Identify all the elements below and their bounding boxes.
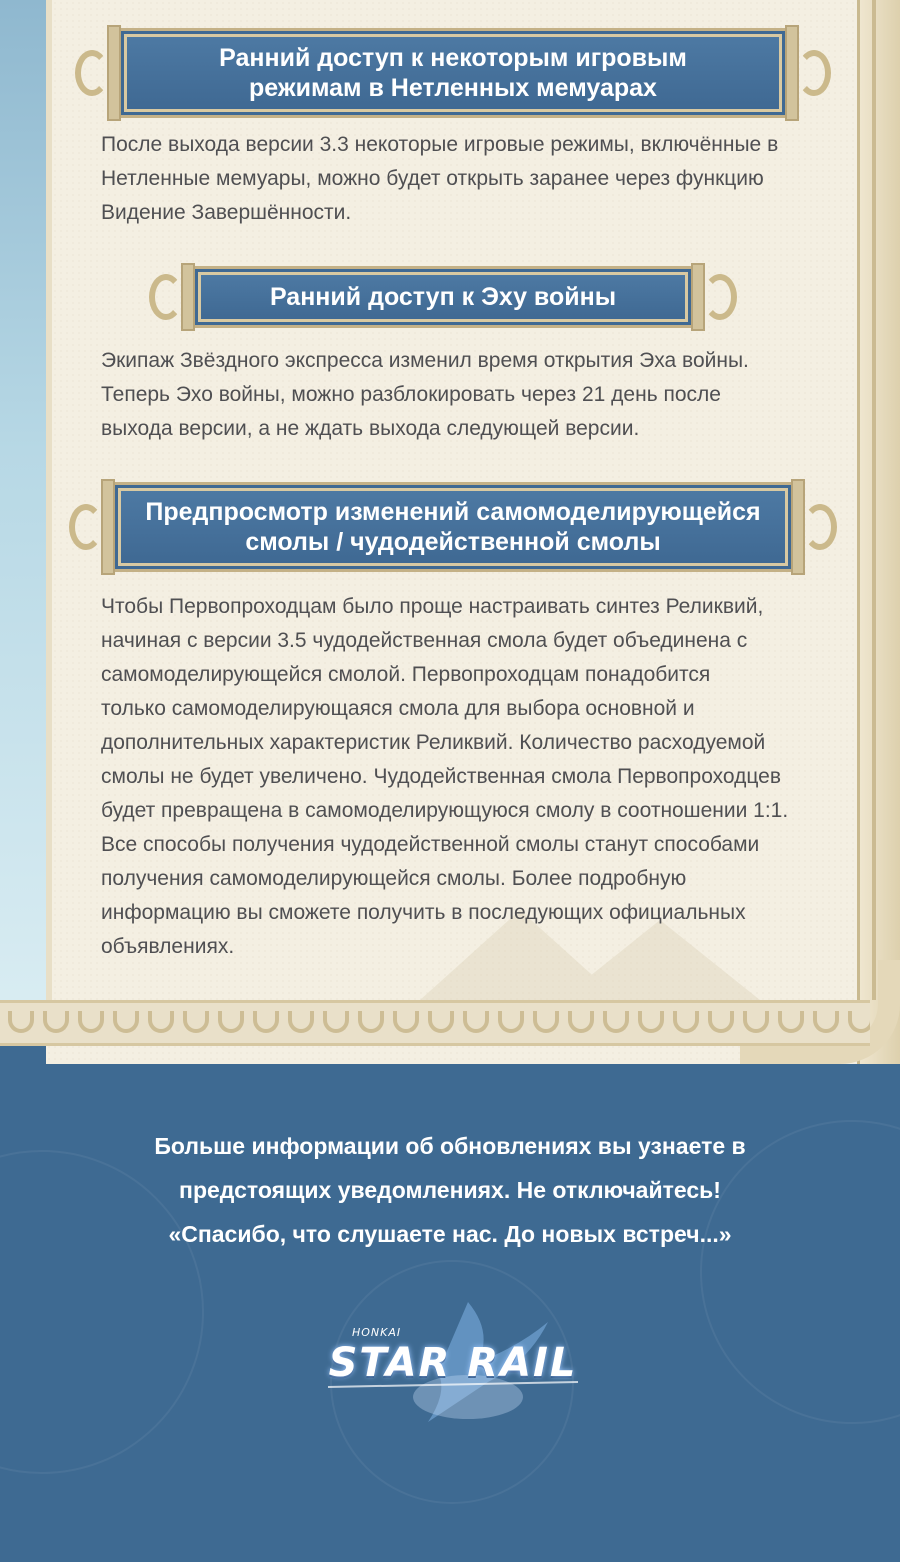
- section-title-line: Предпросмотр изменений самомоделирующейся: [145, 498, 761, 526]
- section-title-line: смолы / чудодейственной смолы: [245, 528, 661, 556]
- wave-ornament-icon: [288, 1011, 314, 1033]
- ornament-band: [0, 1000, 870, 1046]
- section-title-banner-1: [124, 34, 782, 112]
- body-line: Чтобы Первопроходцам было проще настраивать синтез Реликвий,: [101, 595, 764, 618]
- body-line: смолы не будет увеличено. Чудодейственная смола Первопроходцев: [101, 765, 782, 788]
- wave-ornament-icon: [393, 1011, 419, 1033]
- body-line: самомоделирующейся смолой. Первопроходцам понадобится: [101, 663, 711, 686]
- wave-ornament-icon: [743, 1011, 769, 1033]
- section-body-3: [101, 590, 831, 964]
- wave-ornament-icon: [603, 1011, 629, 1033]
- wave-ornament-icon: [253, 1011, 279, 1033]
- wave-ornament-icon: [568, 1011, 594, 1033]
- body-line: информацию вы сможете получить в последующих официальных: [101, 901, 746, 924]
- footer-message: [0, 1124, 900, 1256]
- scroll-hook-left-icon: [69, 504, 103, 550]
- section-title-line: Ранний доступ к Эху войны: [269, 283, 617, 311]
- logo-wordmark: STAR RAIL: [328, 1340, 578, 1386]
- scroll-hook-right-icon: [803, 504, 837, 550]
- body-line: После выхода версии 3.3 некоторые игровые режимы, включённые в: [101, 133, 779, 156]
- wave-ornament-icon: [8, 1011, 34, 1033]
- wave-ornament-icon: [498, 1011, 524, 1033]
- body-line: Все способы получения чудодейственной смолы станут способами: [101, 833, 760, 856]
- wave-ornament-icon: [183, 1011, 209, 1033]
- section-title-2: [270, 282, 616, 312]
- section-title-banner-3: [118, 488, 788, 566]
- sky-strip: [0, 0, 52, 1000]
- body-line: Экипаж Звёздного экспресса изменил время открытия Эха войны.: [101, 349, 749, 372]
- wave-ornament-icon: [673, 1011, 699, 1033]
- scroll-hook-left-icon: [149, 274, 183, 320]
- star-rail-logo: [318, 1292, 588, 1442]
- wave-ornament-icon: [148, 1011, 174, 1033]
- banner-cap-left: [101, 479, 115, 575]
- section-body-1: [101, 128, 831, 230]
- footer-line: Больше информации об обновлениях вы узнаете в: [154, 1133, 746, 1159]
- scroll-hook-left-icon: [75, 50, 109, 96]
- wave-ornament-icon: [78, 1011, 104, 1033]
- wave-ornament-icon: [113, 1011, 139, 1033]
- body-line: дополнительных характеристик Реликвий. Количество расходуемой: [101, 731, 766, 754]
- wave-ornament-icon: [638, 1011, 664, 1033]
- body-line: Теперь Эхо войны, можно разблокировать через 21 день после: [101, 383, 721, 406]
- body-line: будет превращена в самомоделирующуюся смолу в соотношении 1:1.: [101, 799, 789, 822]
- section-title-line: режимам в Нетленных мемуарах: [249, 74, 657, 102]
- paper-edge: [46, 0, 52, 1000]
- footer-line: «Спасибо, что слушаете нас. До новых встреч...»: [168, 1221, 732, 1247]
- wave-ornament-icon: [463, 1011, 489, 1033]
- right-frame: [857, 0, 900, 1064]
- wave-ornament-icon: [218, 1011, 244, 1033]
- footer-line: предстоящих уведомлениях. Не отключайтесь!: [179, 1177, 721, 1203]
- wave-ornament-icon: [533, 1011, 559, 1033]
- wave-ornament-icon: [43, 1011, 69, 1033]
- section-body-2: [101, 344, 831, 446]
- section-title-1: [219, 43, 687, 103]
- wave-ornament-icon: [848, 1011, 870, 1033]
- body-line: выхода версии, а не ждать выхода следующей версии.: [101, 417, 640, 440]
- banner-cap-left: [107, 25, 121, 121]
- scroll-hook-right-icon: [703, 274, 737, 320]
- body-line: объявлениях.: [101, 935, 235, 958]
- wave-ornament-icon: [778, 1011, 804, 1033]
- banner-cap-left: [181, 263, 195, 331]
- body-line: получения самомоделирующейся смолы. Более подробную: [101, 867, 687, 890]
- wave-ornament-icon: [358, 1011, 384, 1033]
- body-line: только самомоделирующаяся смола для выбора основной и: [101, 697, 695, 720]
- logo-small-text: HONKAI: [352, 1326, 402, 1339]
- section-title-line: Ранний доступ к некоторым игровым: [219, 44, 687, 72]
- body-line: начиная с версии 3.5 чудодейственная смола будет объединена с: [101, 629, 748, 652]
- wave-ornament-icon: [428, 1011, 454, 1033]
- wave-ornament-icon: [323, 1011, 349, 1033]
- wave-ornament-icon: [708, 1011, 734, 1033]
- body-line: Нетленные мемуары, можно будет открыть заранее через функцию: [101, 167, 764, 190]
- body-line: Видение Завершённости.: [101, 201, 352, 224]
- wave-ornament-icon: [813, 1011, 839, 1033]
- section-title-banner-2: [198, 272, 688, 322]
- section-title-3: [145, 497, 760, 557]
- scroll-hook-right-icon: [797, 50, 831, 96]
